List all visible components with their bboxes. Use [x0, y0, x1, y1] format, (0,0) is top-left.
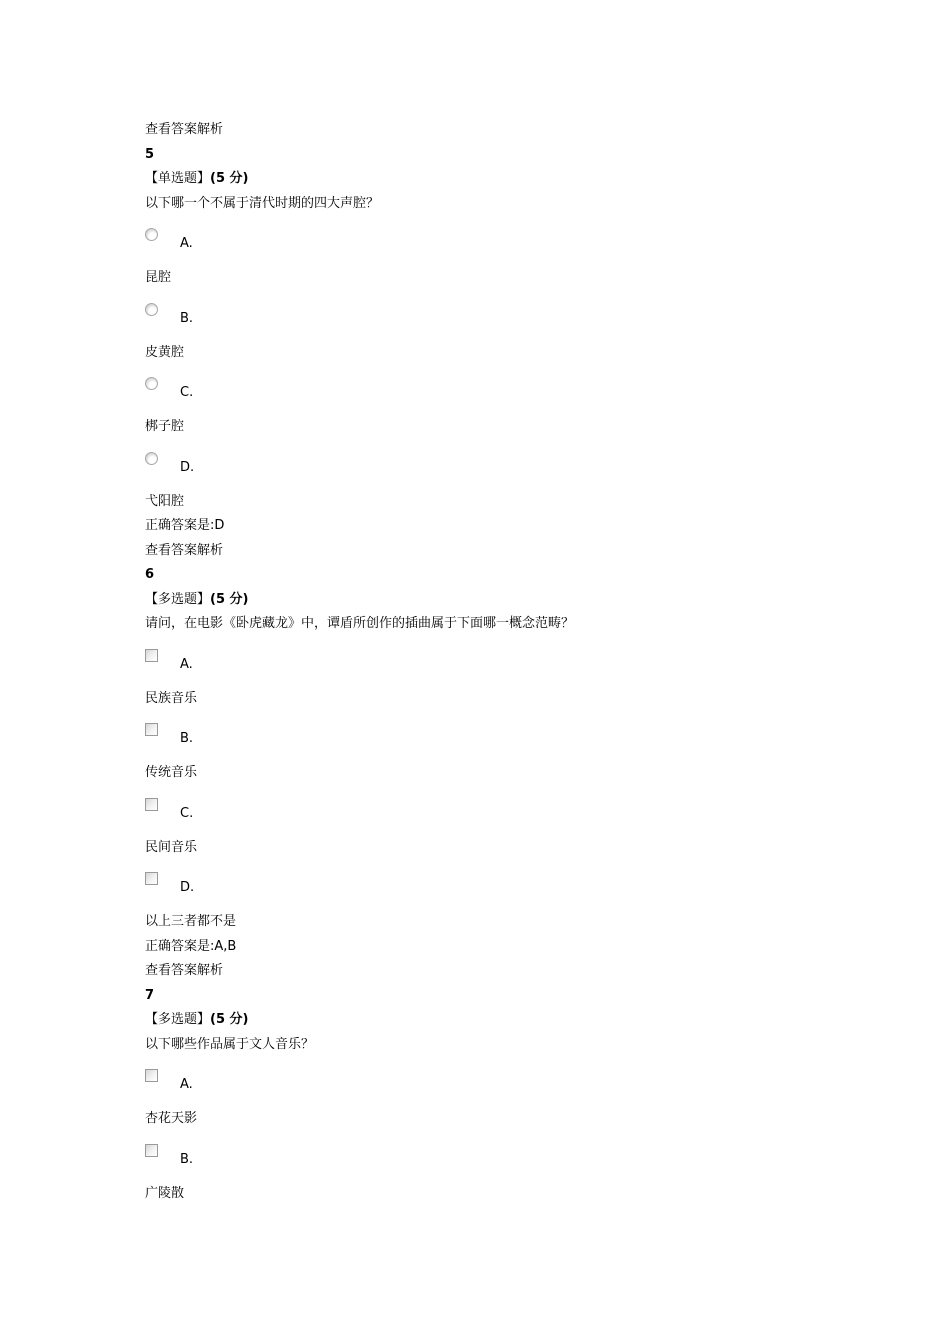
option-text: 传统音乐 — [145, 765, 198, 780]
radio-button[interactable] — [145, 377, 158, 390]
option-text: 皮黄腔 — [145, 344, 185, 360]
option-letter: D. — [180, 880, 195, 895]
option-letter: D. — [180, 459, 195, 475]
question-stem: 以下哪一个不属于清代时期的四大声腔？ — [145, 195, 380, 211]
checkbox[interactable] — [145, 798, 158, 811]
question-score: (5 分) — [210, 171, 249, 186]
view-analysis-link[interactable]: 查看答案解析 — [145, 963, 224, 978]
question-number: 7 — [145, 987, 155, 1003]
question-type — [145, 588, 845, 613]
question-number: 5 — [145, 146, 155, 162]
option-c — [145, 365, 845, 415]
option-d — [145, 860, 845, 910]
checkbox[interactable] — [145, 723, 158, 736]
option-b — [145, 711, 845, 761]
option-text: 梆子腔 — [145, 419, 185, 434]
option-d — [145, 440, 845, 490]
question-score: (5 分) — [210, 591, 249, 607]
question-5 — [145, 143, 845, 564]
option-letter: A. — [180, 656, 193, 672]
option-text: 广陵散 — [145, 1185, 185, 1201]
question-stem: 请问，在电影《卧虎藏龙》中，谭盾所创作的插曲属于下面哪一概念范畴？ — [145, 616, 575, 631]
option-letter: B. — [180, 310, 194, 326]
correct-answer: 正确答案是:D — [145, 518, 225, 533]
question-type-label: 【单选题】 — [145, 171, 211, 186]
option-b — [145, 291, 845, 341]
option-letter: A. — [180, 236, 193, 251]
option-text: 民族音乐 — [145, 690, 198, 706]
question-type — [145, 1008, 845, 1033]
option-text: 昆腔 — [145, 270, 172, 285]
option-a — [145, 637, 845, 687]
option-letter: C. — [180, 805, 194, 821]
view-analysis-link[interactable]: 查看答案解析 — [145, 122, 224, 137]
option-a — [145, 1057, 845, 1107]
question-number: 6 — [145, 567, 155, 582]
correct-answer: 正确答案是:A,B — [145, 938, 237, 954]
checkbox[interactable] — [145, 1144, 158, 1157]
checkbox[interactable] — [145, 1069, 158, 1082]
option-text: 以上三者都不是 — [145, 914, 237, 929]
quiz-page — [145, 118, 845, 1206]
option-letter: B. — [180, 1151, 194, 1167]
checkbox[interactable] — [145, 649, 158, 662]
radio-button[interactable] — [145, 228, 158, 241]
radio-button[interactable] — [145, 452, 158, 465]
option-c — [145, 786, 845, 836]
option-text: 杏花天影 — [145, 1111, 198, 1126]
question-stem: 以下哪些作品属于文人音乐？ — [145, 1036, 315, 1052]
question-6 — [145, 563, 845, 984]
question-7 — [145, 984, 845, 1207]
question-type-label: 【多选题】 — [145, 1012, 211, 1027]
option-text: 民间音乐 — [145, 839, 198, 855]
option-text: 弋阳腔 — [145, 493, 185, 509]
question-type-label: 【多选题】 — [145, 591, 211, 607]
question-score: (5 分) — [210, 1012, 249, 1027]
checkbox[interactable] — [145, 872, 158, 885]
question-type — [145, 167, 845, 192]
radio-button[interactable] — [145, 303, 158, 316]
option-b — [145, 1132, 845, 1182]
option-letter: B. — [180, 731, 194, 746]
option-a — [145, 216, 845, 266]
option-letter: A. — [180, 1077, 193, 1092]
view-analysis-link[interactable]: 查看答案解析 — [145, 542, 224, 558]
option-letter: C. — [180, 385, 194, 400]
